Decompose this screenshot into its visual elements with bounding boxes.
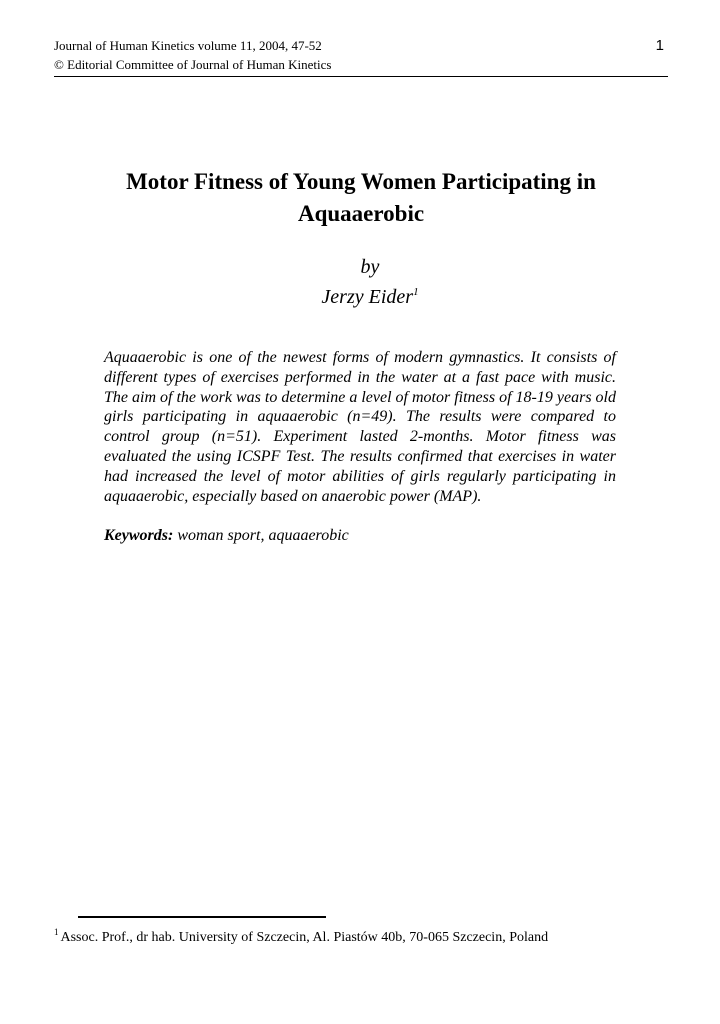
journal-citation: Journal of Human Kinetics volume 11, 2004, 47-52 (54, 38, 322, 53)
footnote-mark: 1 (54, 927, 59, 937)
abstract: Aquaaerobic is one of the newest forms of modern gymnastics. It consists of different types of exercises performed in the water at a fast pace with music. The aim of the work was to determine a level of motor fitness of 18-19 years old girls participating in aquaaerobic (n=49). The results were compared to control group (n=51). Experiment lasted 2-months. Motor fitness was evaluated the using ICSPF Test. The results confirmed that exercises in water had increased the level of motor abilities of girls regularly participating in aquaaerobic, especially based on anaerobic power (MAP). (104, 349, 616, 505)
copyright-notice: © Editorial Committee of Journal of Human Kinetics (54, 57, 332, 72)
author-name (54, 282, 686, 312)
running-header (54, 36, 668, 74)
footnote (54, 928, 694, 948)
page-number: 1 (655, 37, 664, 54)
keywords-text: woman sport, aquaaerobic (177, 527, 349, 544)
author-footnote-mark: 1 (413, 286, 419, 298)
author-name-text: Jerzy Eider (321, 286, 414, 308)
footnote-text: Assoc. Prof., dr hab. University of Szczecin, Al. Piastów 40b, 70-065 Szczecin, Poland (60, 930, 549, 945)
header-divider (54, 76, 668, 77)
keywords-label: Keywords: (104, 527, 174, 544)
article-title-line1: Motor Fitness of Young Women Participating in (126, 169, 596, 194)
article-title-line2: Aquaaerobic (297, 201, 425, 226)
article-title (54, 166, 668, 230)
byline-by: by (360, 256, 380, 278)
keywords (104, 526, 616, 546)
footnote-divider (78, 916, 326, 918)
